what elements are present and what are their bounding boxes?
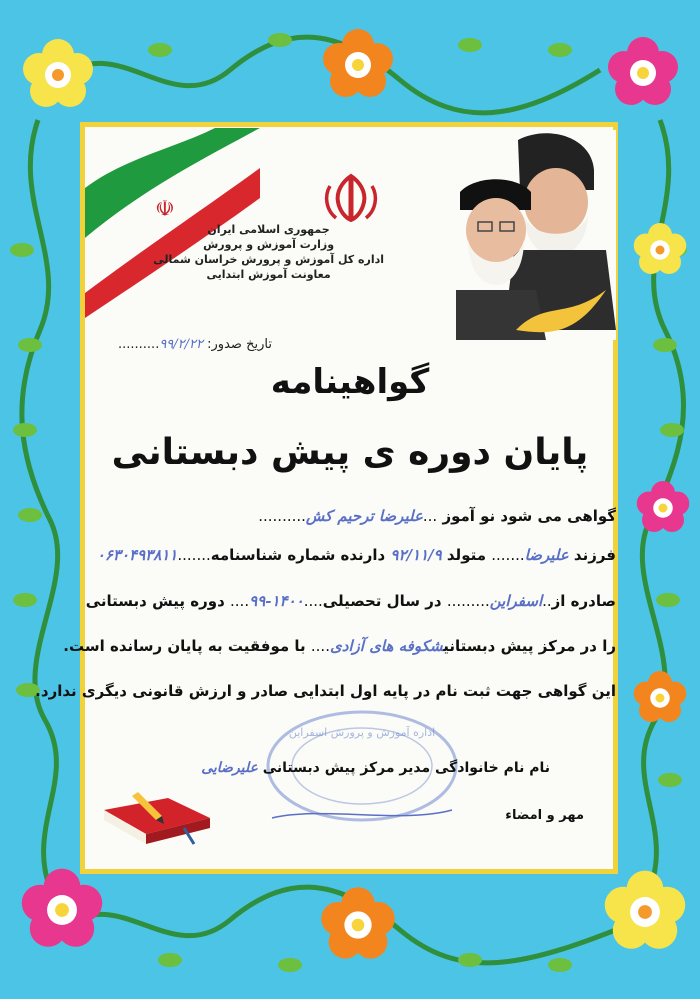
- dots: ..: [542, 592, 552, 610]
- certificate-title: گواهینامه: [270, 362, 430, 402]
- text-center: را در مرکز پیش دبستانی: [443, 637, 616, 655]
- header-line-3: اداره کل آموزش و پرورش خراسان شمالی: [153, 253, 384, 266]
- body-line-4: [63, 637, 616, 655]
- dots: ..........: [258, 507, 306, 525]
- director-label: نام نام خانوادگی مدیر مرکز پیش دبستانی: [262, 760, 550, 776]
- dots: .........: [446, 592, 490, 610]
- iran-emblem-icon: [322, 172, 380, 224]
- book-pencil-icon: [98, 790, 216, 850]
- text-completed: با موفقیت به پایان رسانده است.: [63, 637, 306, 655]
- dots: .......: [177, 546, 211, 564]
- dots: .......: [491, 546, 525, 564]
- issue-date: [118, 337, 272, 352]
- dots: ....: [230, 592, 250, 610]
- dots: ...: [422, 507, 438, 525]
- portraits-image: [456, 130, 616, 340]
- father-name: علیرضا: [524, 546, 569, 564]
- text-born: متولد: [446, 546, 487, 564]
- center-name: شکوفه های آزادی: [329, 637, 444, 655]
- header-line-2: وزارت آموزش و پرورش: [203, 238, 335, 251]
- text-preschool-period: دوره پیش دبستانی: [85, 592, 225, 610]
- birth-date: ۹۲/۱۱/۹: [390, 546, 442, 564]
- id-number: ۰۶۳۰۴۹۳۸۱۱: [96, 546, 178, 564]
- issue-date-label: تاریخ صدور:: [207, 337, 272, 352]
- text-school-year: در سال تحصیلی: [322, 592, 442, 610]
- issued-from: اسفراین: [489, 592, 543, 610]
- text-child: فرزند: [573, 546, 616, 564]
- dots: ..........: [118, 337, 160, 352]
- body-line-2: [97, 546, 616, 564]
- text-certify: گواهی می شود نو آموز: [442, 507, 616, 525]
- header-line-4: معاونت آموزش ابتدایی: [206, 268, 331, 281]
- seal-signature-label: مهر و امضاء: [505, 808, 584, 823]
- text-issued: صادره از: [551, 592, 616, 610]
- body-line-3: [86, 592, 616, 610]
- director-name: علیرضایی: [201, 760, 258, 776]
- text-id: دارنده شماره شناسنامه: [210, 546, 386, 564]
- ministry-header: [153, 222, 384, 282]
- header-line-1: جمهوری اسلامی ایران: [207, 223, 330, 236]
- issue-date-value: ۹۹/۲/۲۲: [159, 337, 203, 352]
- stamp-text: اداره آموزش و پرورش اسفراین: [288, 726, 436, 739]
- svg-text:☫: ☫: [155, 197, 175, 222]
- body-line-5: این گواهی جهت ثبت نام در پایه اول ابتدایی صادر و ارزش قانونی دیگری ندارد.: [35, 682, 616, 700]
- dots: ....: [303, 592, 323, 610]
- school-year: ۱۴۰۰-۹۹: [249, 592, 304, 610]
- director-signature-line: [201, 760, 550, 776]
- dots: ....: [310, 637, 330, 655]
- body-line-1: [258, 507, 616, 525]
- certificate-subtitle: پایان دوره ی پیش دبستانی: [111, 432, 589, 473]
- student-name: علیرضا ترحیم کش: [305, 507, 423, 525]
